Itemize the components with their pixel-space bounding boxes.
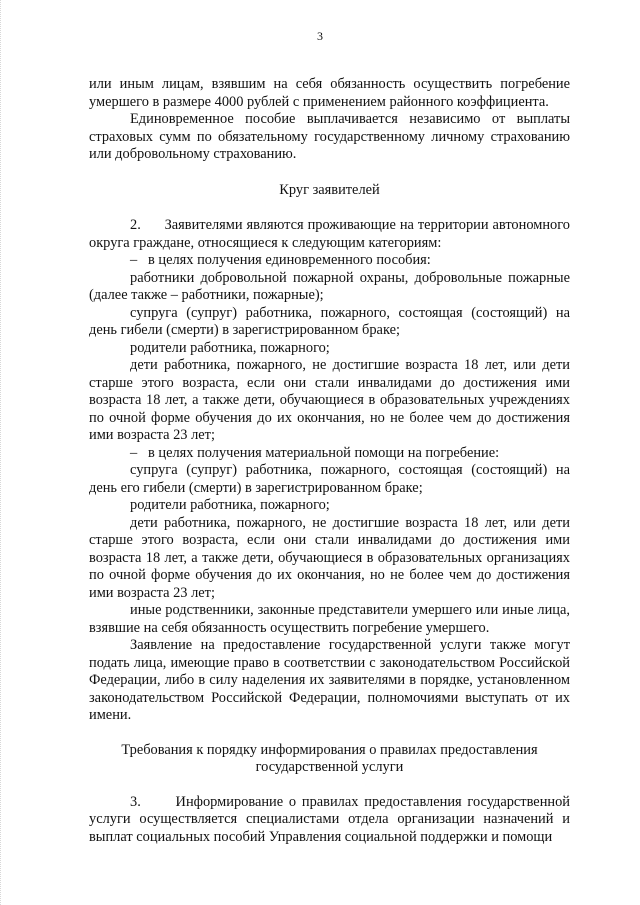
list-item: родители работника, пожарного;	[130, 497, 330, 513]
list-item: работники добровольной пожарной охраны, добровольные пожарные (далее также – работники, пожарные);	[89, 269, 570, 303]
document-body	[89, 76, 570, 846]
section-heading-informing-line2: государственной услуги	[255, 759, 404, 775]
scan-edge	[0, 0, 4, 905]
paragraph-continuation: или иным лицам, взявшим на себя обязанность осуществить погребение умершего в размере 4000 рублей с применением районного коэффициента.	[89, 76, 570, 110]
list-item: родители работника, пожарного;	[130, 339, 330, 356]
paragraph-item-3: 3. Информирование о правилах предоставления государственной услуги осуществляется специалистами отдела организации назначений и выплат социальных пособий Управления социальной поддержки и помощи	[89, 793, 570, 845]
paragraph-application-rights: Заявление на предоставление государственной услуги также могут подать лица, имеющие право в соответствии с законодательством Российской Федерации, либо в силу наделения их заявителями в порядке, установленном законодательством Российской Федерации, полномочиями выступать от их имени.	[89, 637, 570, 723]
list-item: дети работника, пожарного, не достигшие возраста 18 лет, или дети старше этого возраста, если они стали инвалидами до достижения ими возраста 18 лет, а также дети, обучающиеся в образовательных учреждениях по очной форме обучения до их окончания, но не более чем до достижения ими возраста 23 лет;	[89, 357, 570, 443]
list-item: иные родственники, законные представители умершего или иные лица, взявшие на себя обязанность осуществить погребение умершего.	[89, 602, 570, 636]
list-group-label-allowance: – в целях получения единовременного пособия:	[130, 252, 431, 268]
paragraph-lump-sum-note: Единовременное пособие выплачивается независимо от выплаты страховых сумм по обязательному государственному личному страхованию или добровольному страхованию.	[89, 111, 570, 162]
list-item: супруга (супруг) работника, пожарного, состоящая (состоящий) на день гибели (смерти) в зарегистрированном браке;	[89, 304, 570, 338]
section-heading-informing-line1: Требования к порядку информирования о правилах предоставления	[121, 741, 538, 758]
list-item: супруга (супруг) работника, пожарного, состоящая (состоящий) на день его гибели (смерти) в зарегистрированном браке;	[89, 462, 570, 496]
section-heading-applicants: Круг заявителей	[279, 181, 380, 198]
list-item: дети работника, пожарного, не достигшие возраста 18 лет, или дети старше этого возраста, если они стали инвалидами до достижения ими возраста 18 лет, а также дети, обучающиеся в образовательных организациях по очной форме обучения до их окончания, но не более чем до достижения ими возраста 23 лет;	[89, 514, 570, 601]
list-group-label-burial-aid: – в целях получения материальной помощи на погребение:	[130, 444, 500, 461]
page-number: 3	[317, 29, 323, 43]
paragraph-item-2: 2. Заявителями являются проживающие на территории автономного округа граждане, относящиеся к следующим категориям:	[89, 217, 570, 251]
